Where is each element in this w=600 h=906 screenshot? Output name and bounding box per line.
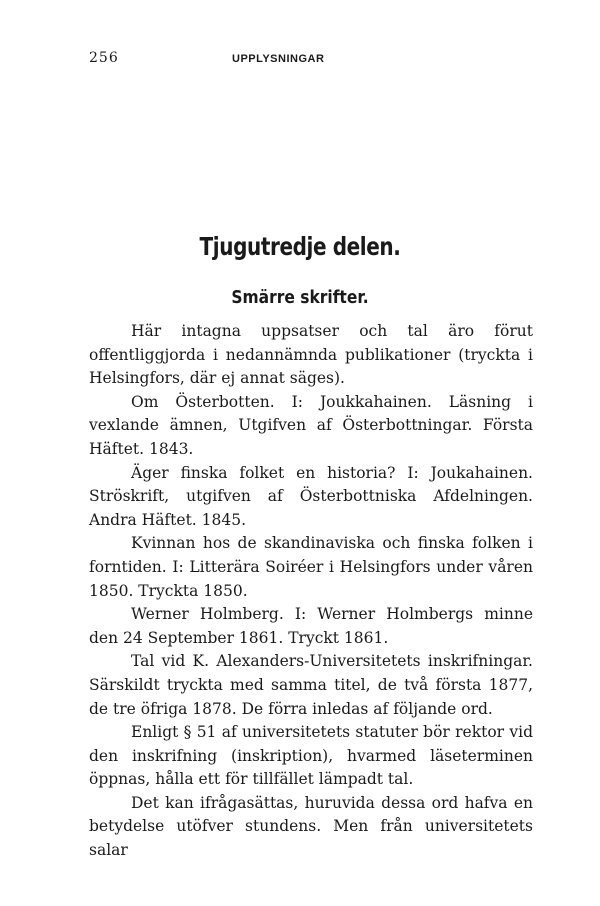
section-subtitle: Smärre skrifter. xyxy=(231,287,369,308)
paragraph-kvinnan: Kvinnan hos de skandinaviska och finska folken i forntiden. I: Litterära Soiréer i Helsingfors under våren 1850. Tryckta 1850. xyxy=(89,534,533,600)
page-number: 256 xyxy=(89,50,119,66)
paragraph-intro: Här intagna uppsatser och tal äro förut offentliggjorda i nedannämnda publikationer (tryckta i Helsingfors, där ej annat säges). xyxy=(89,322,533,388)
section-title: Tjugutredje delen. xyxy=(199,232,401,261)
running-head: UPPLYSNINGAR xyxy=(232,53,325,65)
paragraph-werner-holmberg: Werner Holmberg. I: Werner Holmbergs minne den 24 September 1861. Tryckt 1861. xyxy=(89,605,533,647)
paragraph-det-kan: Det kan ifrågasättas, huruvida dessa ord hafva en betydelse utöfver stundens. Men från universitetets salar xyxy=(89,793,533,860)
paragraph-ager-finska-folket: Äger finska folket en historia? I: Joukahainen. Ströskrift, utgifven af Österbottniska Afdelningen. Andra Häftet. 1845. xyxy=(89,463,533,529)
body-text xyxy=(89,320,533,863)
paragraph-enligt-51: Enligt § 51 af universitetets statuter bör rektor vid den inskrifning (inskription), hvarmed läseterminen öppnas, hålla ett för tillfället lämpadt tal. xyxy=(89,723,533,789)
paragraph-tal-vid-inskrifningar: Tal vid K. Alexanders-Universitetets inskrifningar. Särskildt tryckta med samma titel, de två första 1877, de tre öfriga 1878. De förra inledas af följande ord. xyxy=(89,652,533,718)
paragraph-om-osterbotten: Om Österbotten. I: Joukkahainen. Läsning i vexlande ämnen, Utgifven af Österbottningar. Första Häftet. 1843. xyxy=(89,392,533,458)
